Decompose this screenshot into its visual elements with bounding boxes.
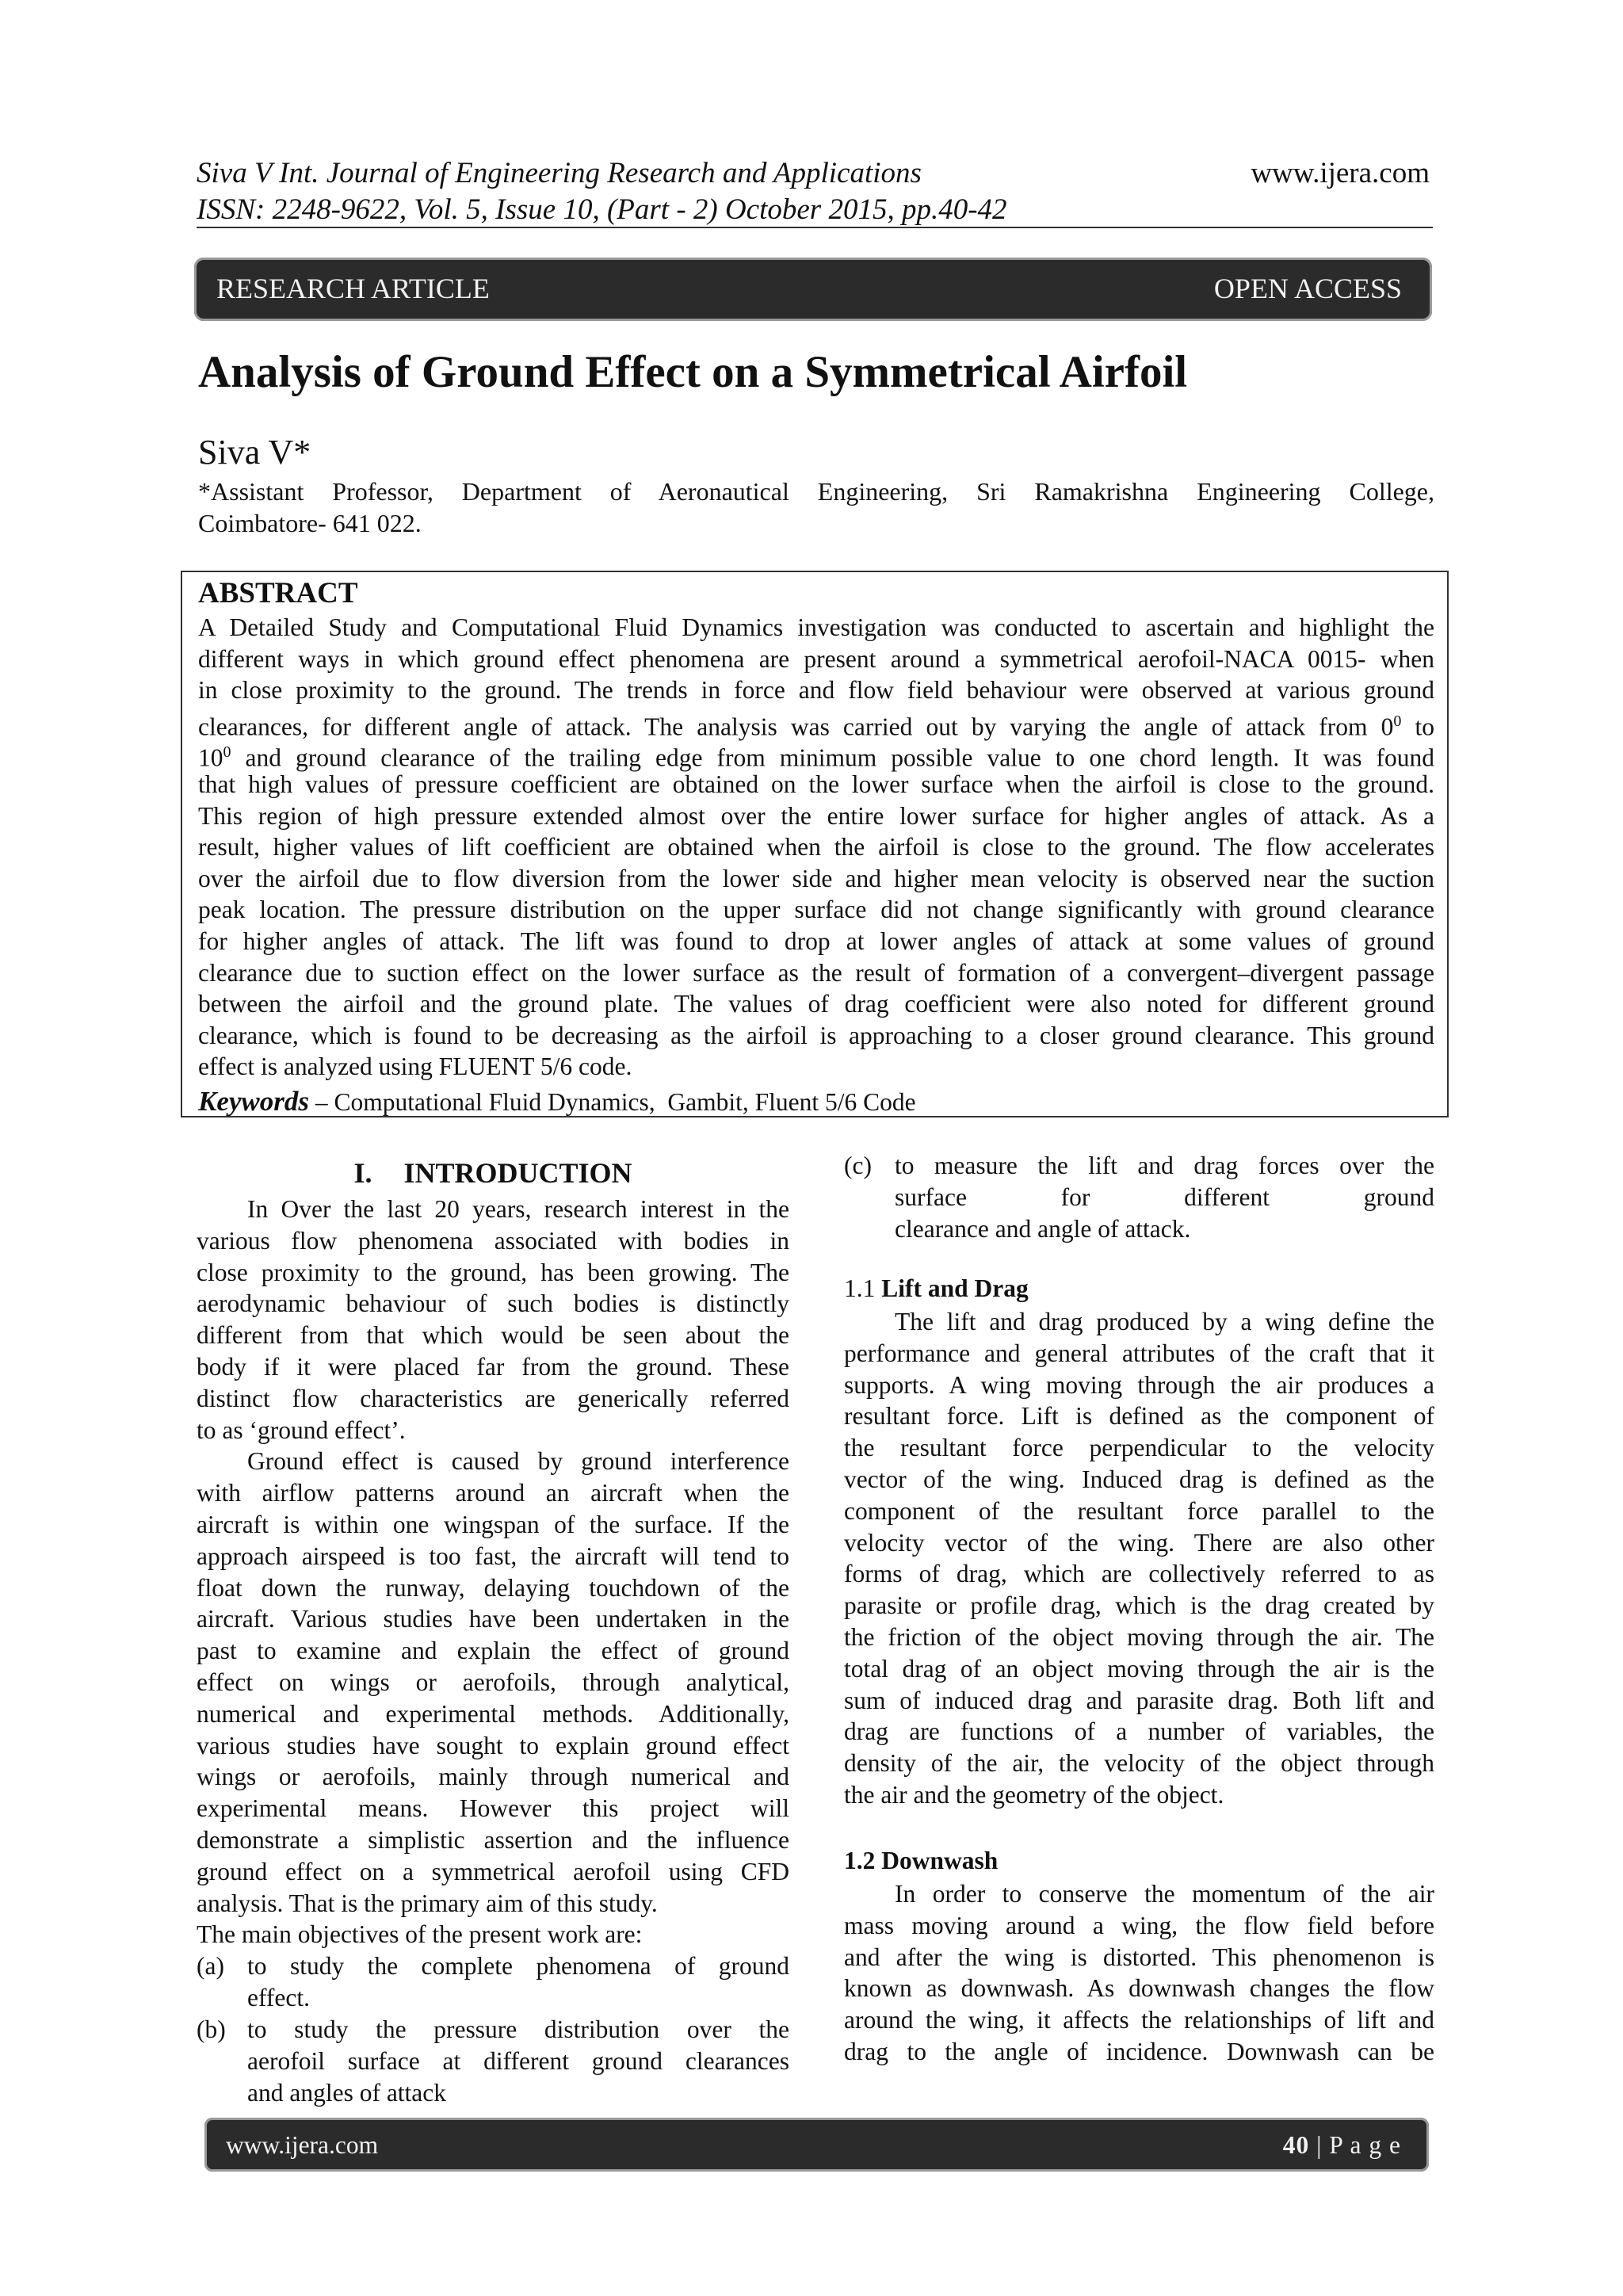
body-line: known as downwash. As downwash changes the flow xyxy=(844,1974,1434,2003)
body-line: The lift and drag produced by a wing define the xyxy=(895,1308,1434,1335)
subsection-heading-lift-drag xyxy=(844,1274,1029,1303)
degree-superscript: 0 xyxy=(223,743,231,762)
objective-line: to measure the lift and drag forces over the xyxy=(895,1152,1434,1179)
keywords-text: – Computational Fluid Dynamics, Gambit, Fluent 5/6 Code xyxy=(309,1088,916,1116)
objective-line: surface for different ground xyxy=(895,1182,1434,1211)
intro-line: analysis. That is the primary aim of this study. xyxy=(197,1889,658,1917)
downwash-body xyxy=(844,1878,1434,2068)
subsection-heading-downwash: 1.2 Downwash xyxy=(844,1847,999,1874)
intro-line: different from that which would be seen about the xyxy=(197,1321,789,1350)
page-footer xyxy=(204,2118,1429,2172)
body-line: around the wing, it affects the relationships of lift and xyxy=(844,2006,1434,2034)
abstract-line: clearances, for different angle of attack. The analysis was carried out by varying the angle of attack from $0^0$ to xyxy=(198,712,1434,741)
intro-line: Ground effect is caused by ground interference xyxy=(247,1447,789,1476)
abstract-line: that high values of pressure coefficient are obtained on the lower surface when the airfoil is close to the ground. xyxy=(198,770,1434,798)
abstract-line: This region of high pressure extended almost over the entire lower surface for higher angles of attack. As a xyxy=(198,801,1434,830)
journal-line-2: ISSN: 2248-9622, Vol. 5, Issue 10, (Part - 2) October 2015, pp.40-42 xyxy=(197,193,1007,226)
body-line: mass moving around a wing, the flow field before xyxy=(844,1911,1434,1939)
intro-line: various studies have sought to explain ground effect xyxy=(197,1731,789,1759)
intro-line: with airflow patterns around an aircraft when the xyxy=(197,1479,789,1507)
intro-line: to as ‘ground effect’. xyxy=(197,1415,406,1444)
list-marker: (b) xyxy=(197,2015,226,2043)
intro-line: various flow phenomena associated with bodies in xyxy=(197,1226,789,1255)
intro-line: wings or aerofoils, mainly through numerical and xyxy=(197,1763,789,1791)
intro-line: In Over the last 20 years, research interest in the xyxy=(247,1195,789,1223)
abstract-line: $10^0$ and ground clearance of the trailing edge from minimum possible value to one chord length. It was found xyxy=(198,743,1434,772)
intro-line: float down the runway, delaying touchdown of the xyxy=(197,1573,789,1602)
body-line: the friction of the object moving through the air. The xyxy=(844,1622,1434,1651)
access-type-label: OPEN ACCESS xyxy=(1213,273,1402,304)
body-line: the resultant force perpendicular to the velocity xyxy=(844,1434,1434,1462)
intro-line: distinct flow characteristics are generically referred xyxy=(197,1384,789,1412)
objective-line: effect. xyxy=(247,1983,310,2011)
body-line: component of the resultant force parallel to the xyxy=(844,1496,1434,1525)
section-number: I. xyxy=(353,1157,372,1189)
paper-title: Analysis of Ground Effect on a Symmetrical Airfoil xyxy=(198,347,1188,397)
page-number: 40 | P a g e xyxy=(1282,2131,1401,2159)
journal-line-1: Siva V Int. Journal of Engineering Research and Applications xyxy=(197,157,922,189)
body-line: density of the air, the velocity of the object through xyxy=(844,1749,1434,1778)
objective-line: to study the complete phenomena of ground xyxy=(247,1952,789,1980)
intro-line: body if it were placed far from the ground. These xyxy=(197,1352,789,1381)
abstract-line: result, higher values of lift coefficient are obtained when the airfoil is close to the ground. The flow accelerates xyxy=(198,833,1434,861)
author-name: Siva V* xyxy=(198,433,311,472)
lift-drag-body xyxy=(844,1306,1434,1811)
article-type-banner xyxy=(194,258,1432,321)
list-marker: (a) xyxy=(197,1952,224,1980)
abstract-line: clearance, which is found to be decreasing as the airfoil is approaching to a closer ground clearance. This ground xyxy=(198,1021,1434,1049)
abstract-line: peak location. The pressure distribution on the upper surface did not change significantly with ground clearance xyxy=(198,896,1434,924)
keywords xyxy=(198,1086,916,1117)
body-line: total drag of an object moving through the air is the xyxy=(844,1654,1434,1683)
body-line: resultant force. Lift is defined as the component of xyxy=(844,1402,1434,1431)
objective-line: to study the pressure distribution over the xyxy=(247,2015,789,2043)
section-title: INTRODUCTION xyxy=(403,1157,632,1189)
header-divider xyxy=(197,227,1433,228)
affiliation-line-2: Coimbatore- 641 022. xyxy=(198,509,422,537)
article-type-label: RESEARCH ARTICLE xyxy=(216,273,490,304)
objective-line: aerofoil surface at different ground clearances xyxy=(247,2046,789,2075)
body-line: drag are functions of a number of variables, the xyxy=(844,1717,1434,1746)
intro-line: experimental means. However this project will xyxy=(197,1794,789,1823)
subsection-number: 1.1 xyxy=(844,1274,882,1302)
subsection-title: Lift and Drag xyxy=(881,1274,1029,1302)
abstract-line: in close proximity to the ground. The trends in force and flow field behaviour were observed at various ground xyxy=(198,676,1434,705)
intro-line: aircraft is within one wingspan of the surface. If the xyxy=(197,1510,789,1538)
body-line: performance and general attributes of the craft that it xyxy=(844,1339,1434,1367)
body-line: parasite or profile drag, which is the drag created by xyxy=(844,1591,1434,1620)
intro-line: ground effect on a symmetrical aerofoil using CFD xyxy=(197,1857,789,1885)
intro-line: past to examine and explain the effect of ground xyxy=(197,1637,789,1665)
body-line: vector of the wing. Induced drag is defined as the xyxy=(844,1465,1434,1493)
abstract-line: over the airfoil due to flow diversion from the lower side and higher mean velocity is observed near the suction xyxy=(198,864,1434,892)
objective-b xyxy=(197,2014,789,2109)
intro-line: effect on wings or aerofoils, through analytical, xyxy=(197,1668,789,1696)
objective-c xyxy=(844,1150,1434,1245)
body-line: forms of drag, which are collectively referred to as xyxy=(844,1560,1434,1588)
intro-line: close proximity to the ground, has been growing. The xyxy=(197,1258,789,1286)
body-line: sum of induced drag and parasite drag. Both lift and xyxy=(844,1686,1434,1714)
author-affiliation xyxy=(198,476,1434,539)
abstract-line: clearance due to suction effect on the lower surface as the result of formation of a convergent–divergent passage xyxy=(198,958,1434,987)
abstract-line: effect is analyzed using FLUENT 5/6 code. xyxy=(198,1052,632,1081)
journal-website[interactable]: www.ijera.com xyxy=(1251,157,1430,189)
keywords-label: Keywords xyxy=(198,1086,309,1117)
body-line: velocity vector of the wing. There are also other xyxy=(844,1528,1434,1557)
intro-line: The main objectives of the present work are: xyxy=(197,1920,643,1949)
intro-line: approach airspeed is too fast, the aircraft will tend to xyxy=(197,1541,789,1570)
objective-line: clearance and angle of attack. xyxy=(895,1214,1191,1243)
degree-superscript: 0 xyxy=(1393,712,1402,730)
abstract-line: different ways in which ground effect phenomena are present around a symmetrical aerofoil-NACA 0015- when xyxy=(198,644,1434,673)
intro-line: aerodynamic behaviour of such bodies is distinctly xyxy=(197,1289,789,1318)
affiliation-line-1: *Assistant Professor, Department of Aeronautical Engineering, Sri Ramakrishna Engineering College, xyxy=(198,477,1434,506)
intro-line: numerical and experimental methods. Additionally, xyxy=(197,1699,789,1728)
intro-line: demonstrate a simplistic assertion and the influence xyxy=(197,1825,789,1854)
body-line: In order to conserve the momentum of the air xyxy=(895,1880,1434,1908)
journal-citation xyxy=(197,155,1007,228)
abstract-body xyxy=(198,612,1434,1083)
introduction-heading xyxy=(197,1156,789,1190)
body-line: drag to the angle of incidence. Downwash can be xyxy=(844,2037,1434,2065)
abstract-line: A Detailed Study and Computational Fluid Dynamics investigation was conducted to ascertain and highlight the xyxy=(198,613,1434,641)
body-line: the air and the geometry of the object. xyxy=(844,1780,1224,1809)
body-line: supports. A wing moving through the air produces a xyxy=(844,1370,1434,1399)
intro-line: aircraft. Various studies have been undertaken in the xyxy=(197,1605,789,1633)
objective-a xyxy=(197,1950,789,2014)
objective-line: and angles of attack xyxy=(247,2078,447,2107)
body-line: and after the wing is distorted. This phenomenon is xyxy=(844,1943,1434,1971)
abstract-line: between the airfoil and the ground plate. The values of drag coefficient were also noted for different ground xyxy=(198,990,1434,1018)
list-marker: (c) xyxy=(844,1152,872,1179)
footer-website[interactable]: www.ijera.com xyxy=(226,2131,379,2159)
introduction-body xyxy=(197,1194,789,1950)
abstract-heading: ABSTRACT xyxy=(198,577,358,609)
abstract-line: for higher angles of attack. The lift was found to drop at lower angles of attack at some values of ground xyxy=(198,926,1434,955)
